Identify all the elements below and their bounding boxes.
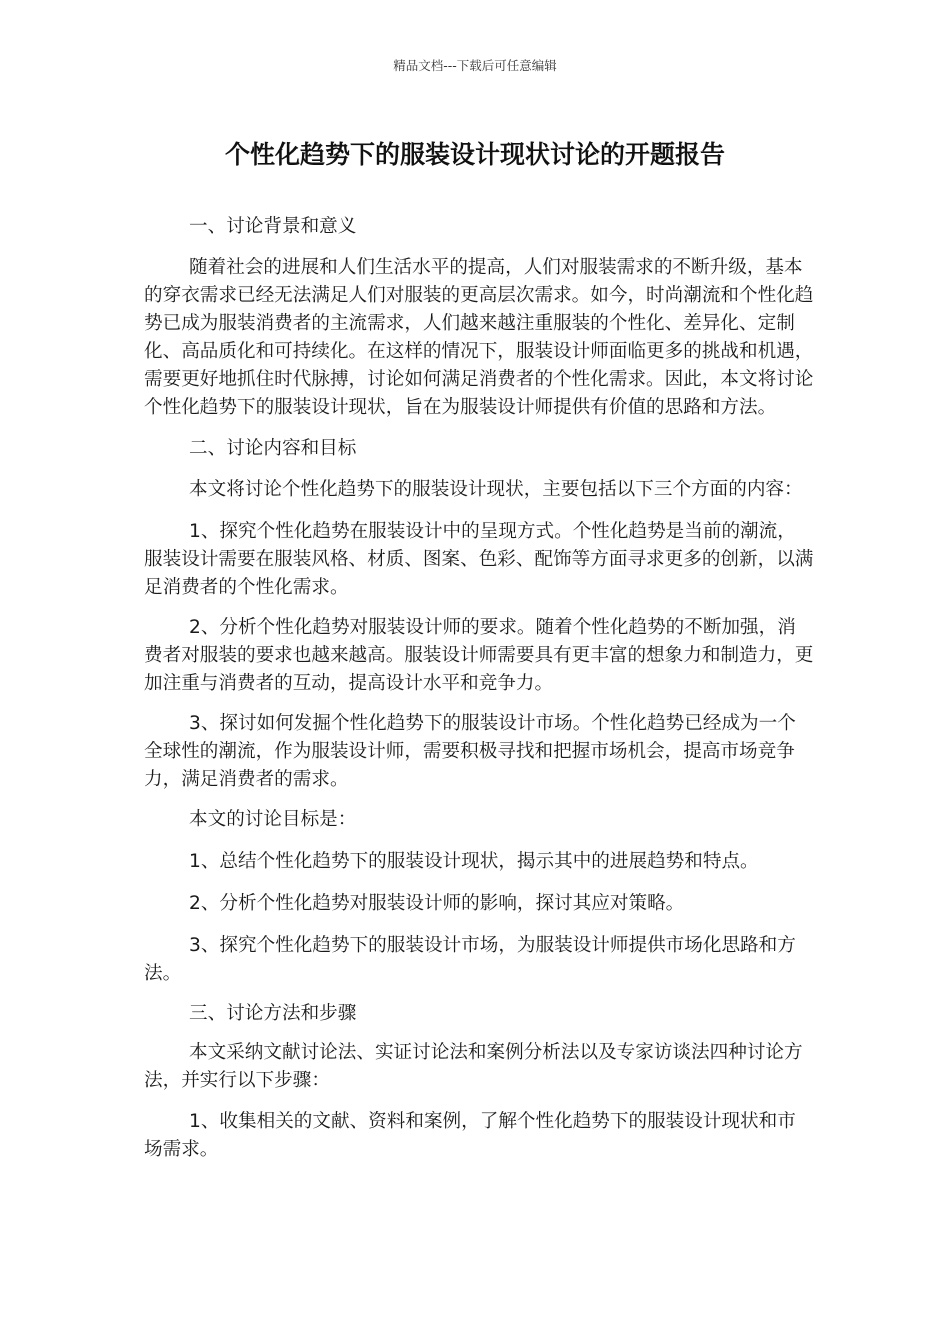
list-item-content-1: 1、探究个性化趋势在服装设计中的呈现方式。个性化趋势是当前的潮流，服装设计需要在服装风格、材质、图案、色彩、配饰等方面寻求更多的创新，以满足消费者的个性化需求。 — [144, 521, 814, 598]
list-item-goal-1: 1、总结个性化趋势下的服装设计现状，揭示其中的进展趋势和特点。 — [189, 851, 759, 872]
section-heading-content-goals: 二、讨论内容和目标 — [189, 438, 357, 459]
paragraph-goals-intro: 本文的讨论目标是： — [189, 809, 357, 830]
list-item-content-3: 3、探讨如何发掘个性化趋势下的服装设计市场。个性化趋势已经成为一个全球性的潮流，作为服装设计师，需要积极寻找和把握市场机会，提高市场竞争力，满足消费者的需求。 — [144, 713, 796, 790]
list-item-goal-3: 3、探究个性化趋势下的服装设计市场，为服装设计师提供市场化思路和方法。 — [144, 935, 796, 984]
section-heading-methods: 三、讨论方法和步骤 — [189, 1003, 357, 1024]
list-item-content-2: 2、分析个性化趋势对服装设计师的要求。随着个性化趋势的不断加强，消费者对服装的要求也越来越高。服装设计师需要具有更丰富的想象力和制造力，更加注重与消费者的互动，提高设计水平和竞争力。 — [144, 617, 814, 694]
document-body — [144, 213, 814, 1164]
paragraph-methods-intro: 本文采纳文献讨论法、实证讨论法和案例分析法以及专家访谈法四种讨论方法，并实行以下步骤： — [144, 1042, 803, 1091]
document-title: 个性化趋势下的服装设计现状讨论的开题报告 — [224, 140, 725, 169]
paragraph-content-intro: 本文将讨论个性化趋势下的服装设计现状，主要包括以下三个方面的内容： — [189, 479, 803, 500]
section-heading-background: 一、讨论背景和意义 — [189, 216, 357, 237]
paragraph-background: 随着社会的进展和人们生活水平的提高，人们对服装需求的不断升级，基本的穿衣需求已经无法满足人们对服装的更高层次需求。如今，时尚潮流和个性化趋势已成为服装消费者的主流需求，人们越来越注重服装的个性化、差异化、定制化、高品质化和可持续化。在这样的情况下，服装设计师面临更多的挑战和机遇，需要更好地抓住时代脉搏，讨论如何满足消费者的个性化需求。因此，本文将讨论个性化趋势下的服装设计现状，旨在为服装设计师提供有价值的思路和方法。 — [144, 257, 814, 418]
list-item-goal-2: 2、分析个性化趋势对服装设计师的影响，探讨其应对策略。 — [189, 893, 685, 914]
page-header: 精品文档---下载后可任意编辑 — [393, 58, 557, 73]
list-item-step-1: 1、收集相关的文献、资料和案例，了解个性化趋势下的服装设计现状和市场需求。 — [144, 1111, 796, 1160]
